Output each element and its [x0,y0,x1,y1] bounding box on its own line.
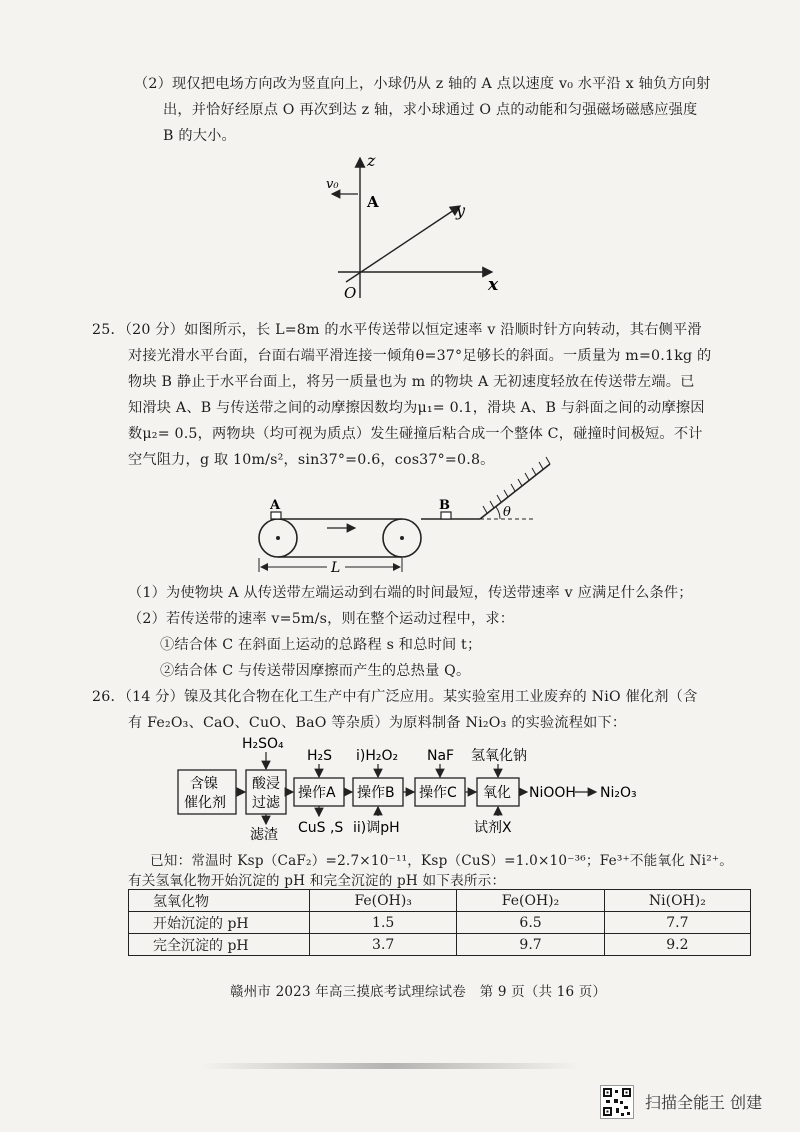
known-line1: 已知：常温时 Ksp（CaF₂）=2.7×10⁻¹¹，Ksp（CuS）=1.0×10⁻³⁶；Fe³⁺不能氧化 Ni²⁺。 [150,853,734,869]
process-flow-diagram [170,732,650,844]
q25-line6: 空气阻力，g 取 10m/s²，sin37°=0.6，cos37°=0.8。 [128,452,495,468]
y-axis [346,206,460,282]
length-label: L [331,560,341,574]
table-row [129,934,751,956]
q25-line5: 数μ₂= 0.5，两物块（均可视为质点）发生碰撞后粘合成一个整体 C，碰撞时间极短。不计 [128,426,703,442]
table-cell: 6.5 [457,912,604,934]
q25-sub2a: ①结合体 C 在斜面上运动的总路程 s 和总时间 t； [160,637,482,653]
q25-sub1: （1）为使物块 A 从传送带左端运动到右端的时间最短，传送带速率 v 应满足什么条件； [128,585,693,601]
table-header-cell: Ni(OH)₂ [604,890,750,912]
box-catalyst-line1: 含镍 [190,776,218,792]
table-header-row [129,890,751,912]
table-cell: 1.5 [310,912,457,934]
z-label: z [367,151,376,170]
q25-line3: 物块 B 静止于水平台面上，将另一质量也为 m 的物块 A 无初速度轻放在传送带左端。已 [128,374,695,390]
q25-line2: 对接光滑水平台面，台面右端平滑连接一倾角θ=37°足够长的斜面。一质量为 m=0.1kg 的 [128,348,712,364]
q25-sub2b: ②结合体 C 与传送带因摩擦而产生的总热量 Q。 [160,663,471,679]
product-niooh: NiOOH [529,785,576,801]
table-header-cell: Fe(OH)₃ [310,890,457,912]
qr-code-icon [600,1085,634,1119]
q24-part2-line1: （2）现仅把电场方向改为竖直向上，小球仍从 z 轴的 A 点以速度 v₀ 水平沿 x 轴负方向射 [134,76,711,92]
table-cell: 3.7 [310,934,457,956]
q25-sub2: （2）若传送带的速率 v=5m/s，则在整个运动过程中，求： [128,611,515,627]
q24-part2-line2: 出，并恰好经原点 O 再次到达 z 轴，求小球通过 O 点的动能和匀强磁场磁感应强度 [163,102,698,118]
known-line2: 有关氢氧化物开始沉淀的 pH 和完全沉淀的 pH 如下表所示： [128,873,506,889]
reagent-h2s: H₂S [307,748,333,764]
output-cus-s: CuS ,S [298,820,344,836]
table-cell: 9.2 [604,934,750,956]
table-row [129,912,751,934]
y-label: y [456,201,466,220]
conveyor-belt-figure [245,452,565,574]
point-a-label: A [367,193,379,211]
incline [480,464,550,519]
reagent-naf: NaF [427,748,455,764]
scan-artifact [200,1063,580,1069]
box-operation-b-label: 操作B [357,785,395,801]
table-header-cell: 氢氧化物 [129,890,310,912]
table-cell: 完全沉淀的 pH [129,934,310,956]
step-adjust-ph: ii)调pH [353,820,400,836]
reagent-h2so4: H₂SO₄ [242,736,284,752]
table-header-cell: Fe(OH)₂ [457,890,604,912]
block-b-label: B [439,498,450,513]
box-leach-line2: 过滤 [252,795,280,811]
table-cell: 开始沉淀的 pH [129,912,310,934]
q25-line4: 知滑块 A、B 与传送带之间的动摩擦因数均为μ₁= 0.1，滑块 A、B 与斜面之间的动摩擦因 [128,400,705,416]
reagent-naoh: 氢氧化钠 [471,748,527,764]
block-b [441,512,451,519]
x-label: x [488,275,499,295]
coordinate-axes-figure [310,150,510,300]
q24-part2-line3: B 的大小。 [163,128,236,144]
product-ni2o3: Ni₂O₃ [600,785,637,801]
box-operation-c-label: 操作C [419,785,457,801]
q26-line1: 26．（14 分）镍及其化合物在化工生产中有广泛应用。某实验室用工业废弃的 NiO 催化剂（含 [92,689,698,705]
table-cell: 7.7 [604,912,750,934]
box-catalyst-line2: 催化剂 [184,795,226,811]
theta-label: θ [503,505,511,520]
box-operation-a-label: 操作A [298,785,336,801]
v0-label: v₀ [326,177,339,192]
scanner-watermark: 扫描全能王 创建 [645,1093,763,1112]
box-leach-line1: 酸浸 [252,776,280,792]
q26-line2: 有 Fe₂O₃、CaO、CuO、BaO 等杂质）为原料制备 Ni₂O₃ 的实验流程如下： [128,715,627,731]
page-footer: 赣州市 2023 年高三摸底考试理综试卷 第 9 页（共 16 页） [230,984,607,1000]
box-oxidation-label: 氧化 [483,785,511,801]
block-a [271,512,281,519]
hydroxide-ph-table [128,889,751,956]
q25-line1: 25．（20 分）如图所示，长 L=8m 的水平传送带以恒定速率 v 沿顺时针方向转动，其右侧平滑 [92,322,702,338]
origin-label: O [344,284,357,300]
output-residue: 滤渣 [250,827,278,843]
reagent-x: 试剂X [474,820,512,836]
reagent-h2o2: i)H₂O₂ [356,748,399,764]
block-a-label: A [270,498,281,513]
table-cell: 9.7 [457,934,604,956]
